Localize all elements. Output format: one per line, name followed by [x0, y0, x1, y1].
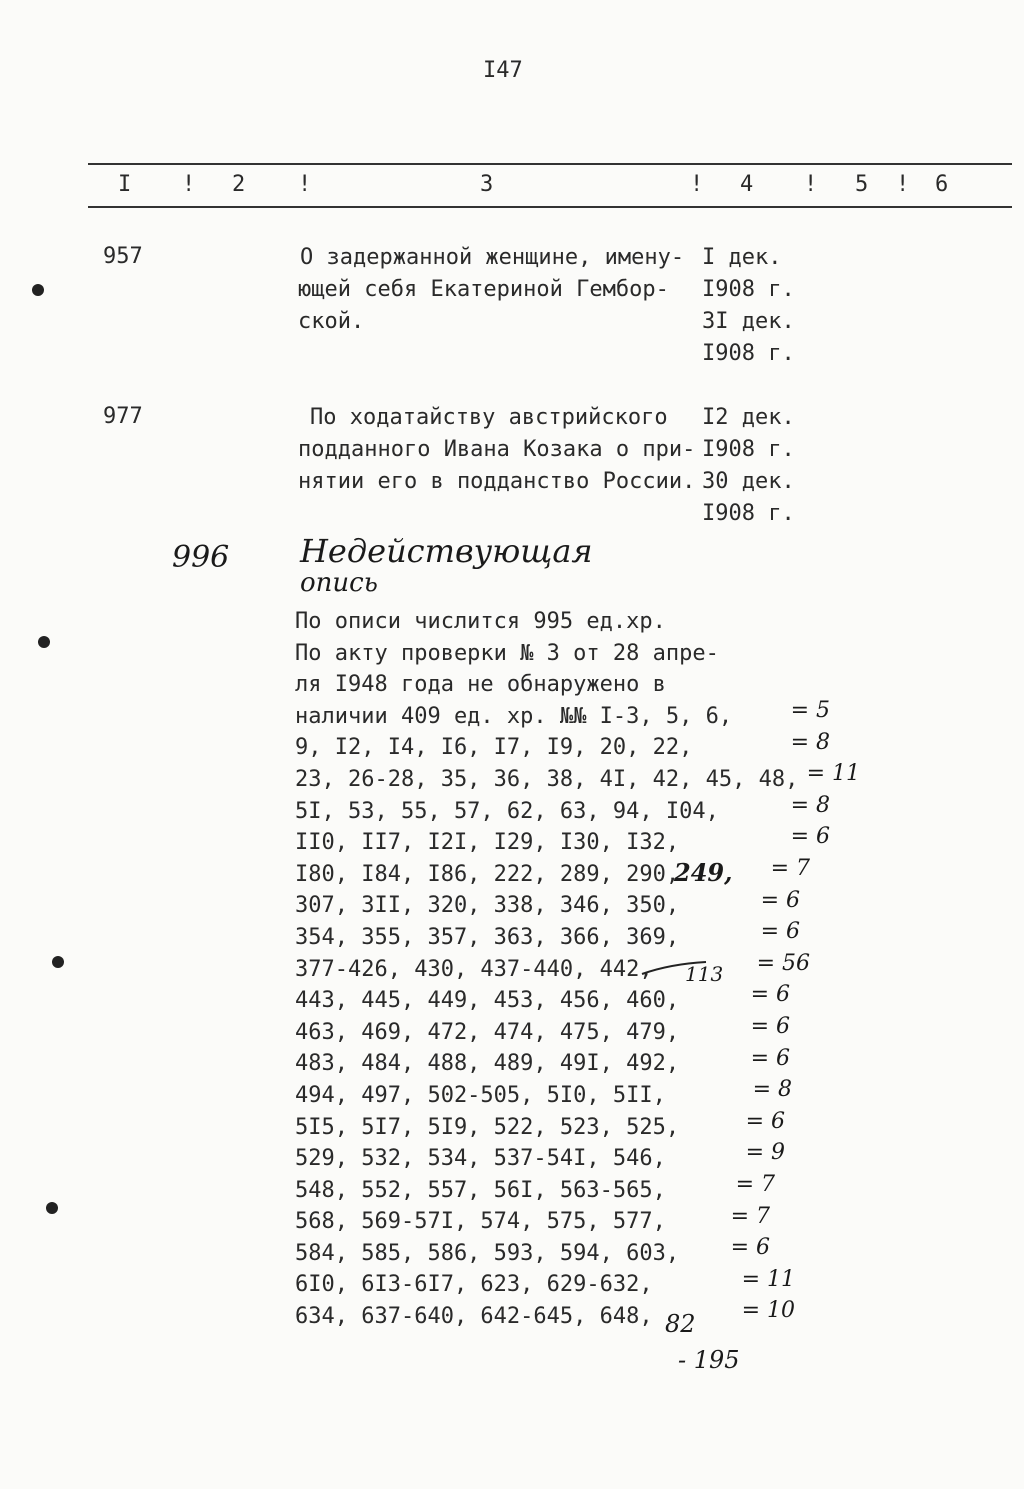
- handwritten-title-line1: Недействующая: [300, 532, 593, 570]
- list-line: 9, I2, I4, I6, I7, I9, 20, 22,: [295, 735, 693, 761]
- col-header-3: 3: [480, 172, 494, 197]
- list-line: 463, 469, 472, 474, 475, 479,: [295, 1019, 680, 1045]
- note-249: 249,: [674, 858, 733, 887]
- list-line: 6I0, 6I3-6I7, 623, 629-632,: [295, 1272, 653, 1298]
- col-header-2: 2: [232, 172, 246, 197]
- col-separator: !: [298, 172, 312, 197]
- list-line: 5I, 53, 55, 57, 62, 63, 94, I04,: [295, 798, 719, 824]
- margin-count: = 7: [770, 855, 810, 881]
- total-count: - 195: [678, 1346, 740, 1374]
- list-line: 354, 355, 357, 363, 366, 369,: [295, 924, 680, 950]
- list-line: 494, 497, 502-505, 5I0, 5II,: [295, 1082, 666, 1108]
- list-line: По описи числится 995 ед.хр.: [295, 609, 666, 634]
- entry-text-line: ской.: [298, 309, 365, 334]
- list-line: 634, 637-640, 642-645, 648,: [295, 1304, 653, 1330]
- margin-count: = 11: [741, 1266, 795, 1292]
- entry-text-line: нятии его в подданство России.: [298, 469, 696, 494]
- margin-count: = 11: [806, 761, 860, 787]
- margin-count: = 56: [756, 950, 810, 976]
- list-line: ля I948 года не обнаружено в: [295, 672, 666, 698]
- margin-count: = 6: [745, 1108, 785, 1134]
- margin-count: = 10: [741, 1298, 795, 1324]
- col-separator: !: [804, 172, 818, 197]
- entry-text-line: подданного Ивана Козака о при-: [298, 437, 696, 462]
- margin-count: = 6: [760, 887, 800, 913]
- entry-date: I2 дек.: [702, 405, 795, 430]
- list-line: По акту проверки № 3 от 28 апре-: [295, 640, 719, 666]
- margin-count: = 8: [790, 729, 830, 755]
- entry-date: I908 г.: [702, 341, 795, 366]
- arrow-line: [640, 958, 710, 978]
- col-separator: !: [182, 172, 196, 197]
- list-line: 548, 552, 557, 56I, 563-565,: [295, 1177, 666, 1203]
- list-line: 443, 445, 449, 453, 456, 460,: [295, 988, 680, 1014]
- margin-count: = 6: [730, 1235, 770, 1261]
- margin-count: = 6: [750, 1045, 790, 1071]
- margin-count: = 8: [790, 792, 830, 818]
- col-separator: !: [896, 172, 910, 197]
- list-line: 23, 26-28, 35, 36, 38, 4I, 42, 45, 48,: [295, 766, 799, 792]
- list-line: 529, 532, 534, 537-54I, 546,: [295, 1146, 666, 1172]
- margin-count: = 6: [750, 982, 790, 1008]
- entry-date: I дек.: [702, 245, 782, 270]
- header-top-rule: [88, 163, 1012, 165]
- margin-counts: [700, 698, 860, 1330]
- col-header-5: 5: [855, 172, 869, 197]
- punch-hole: [46, 1202, 58, 1214]
- entry-date: 30 дек.: [702, 469, 795, 494]
- entry-number: 957: [103, 244, 143, 269]
- margin-count: = 9: [745, 1140, 785, 1166]
- header-bottom-rule: [88, 206, 1012, 208]
- margin-count: = 6: [790, 824, 830, 850]
- handwritten-title-line2: опись: [300, 568, 378, 598]
- list-line: 568, 569-57I, 574, 575, 577,: [295, 1209, 666, 1235]
- list-line: наличии 409 ед. хр. №№ I-3, 5, 6,: [295, 703, 733, 729]
- list-line: 584, 585, 586, 593, 594, 603,: [295, 1240, 680, 1266]
- entry-text-line: О задержанной женщине, имену-: [300, 245, 685, 270]
- entry-text-line: По ходатайству австрийского: [310, 405, 668, 430]
- entry-number: 977: [103, 404, 143, 429]
- punch-hole: [52, 956, 64, 968]
- note-113: 113: [685, 962, 724, 986]
- margin-count: = 6: [750, 1013, 790, 1039]
- note-82: 82: [665, 1310, 696, 1338]
- col-header-4: 4: [740, 172, 754, 197]
- entry-date: I908 г.: [702, 501, 795, 526]
- entry-text-line: ющей себя Екатериной Гембор-: [298, 277, 669, 302]
- entry-date: I908 г.: [702, 437, 795, 462]
- handwritten-number: 996: [172, 540, 230, 575]
- list-line: 483, 484, 488, 489, 49I, 492,: [295, 1051, 680, 1077]
- margin-count: = 6: [760, 919, 800, 945]
- col-header-1: I: [118, 172, 132, 197]
- col-separator: !: [690, 172, 704, 197]
- list-line: 307, 3II, 320, 338, 346, 350,: [295, 893, 680, 919]
- page-number: I47: [483, 58, 523, 83]
- margin-count: = 5: [790, 698, 830, 723]
- punch-hole: [38, 636, 50, 648]
- punch-hole: [32, 284, 44, 296]
- list-line: II0, II7, I2I, I29, I30, I32,: [295, 830, 680, 856]
- entry-date: I908 г.: [702, 277, 795, 302]
- col-header-6: 6: [935, 172, 949, 197]
- entry-date: 3I дек.: [702, 309, 795, 334]
- list-line: 5I5, 5I7, 5I9, 522, 523, 525,: [295, 1114, 680, 1140]
- list-line: I80, I84, I86, 222, 289, 290,: [295, 861, 680, 887]
- margin-count: = 7: [730, 1203, 770, 1229]
- margin-count: = 8: [752, 1077, 792, 1103]
- margin-count: = 7: [735, 1171, 775, 1197]
- list-line: 377-426, 430, 437-440, 442,: [295, 956, 653, 982]
